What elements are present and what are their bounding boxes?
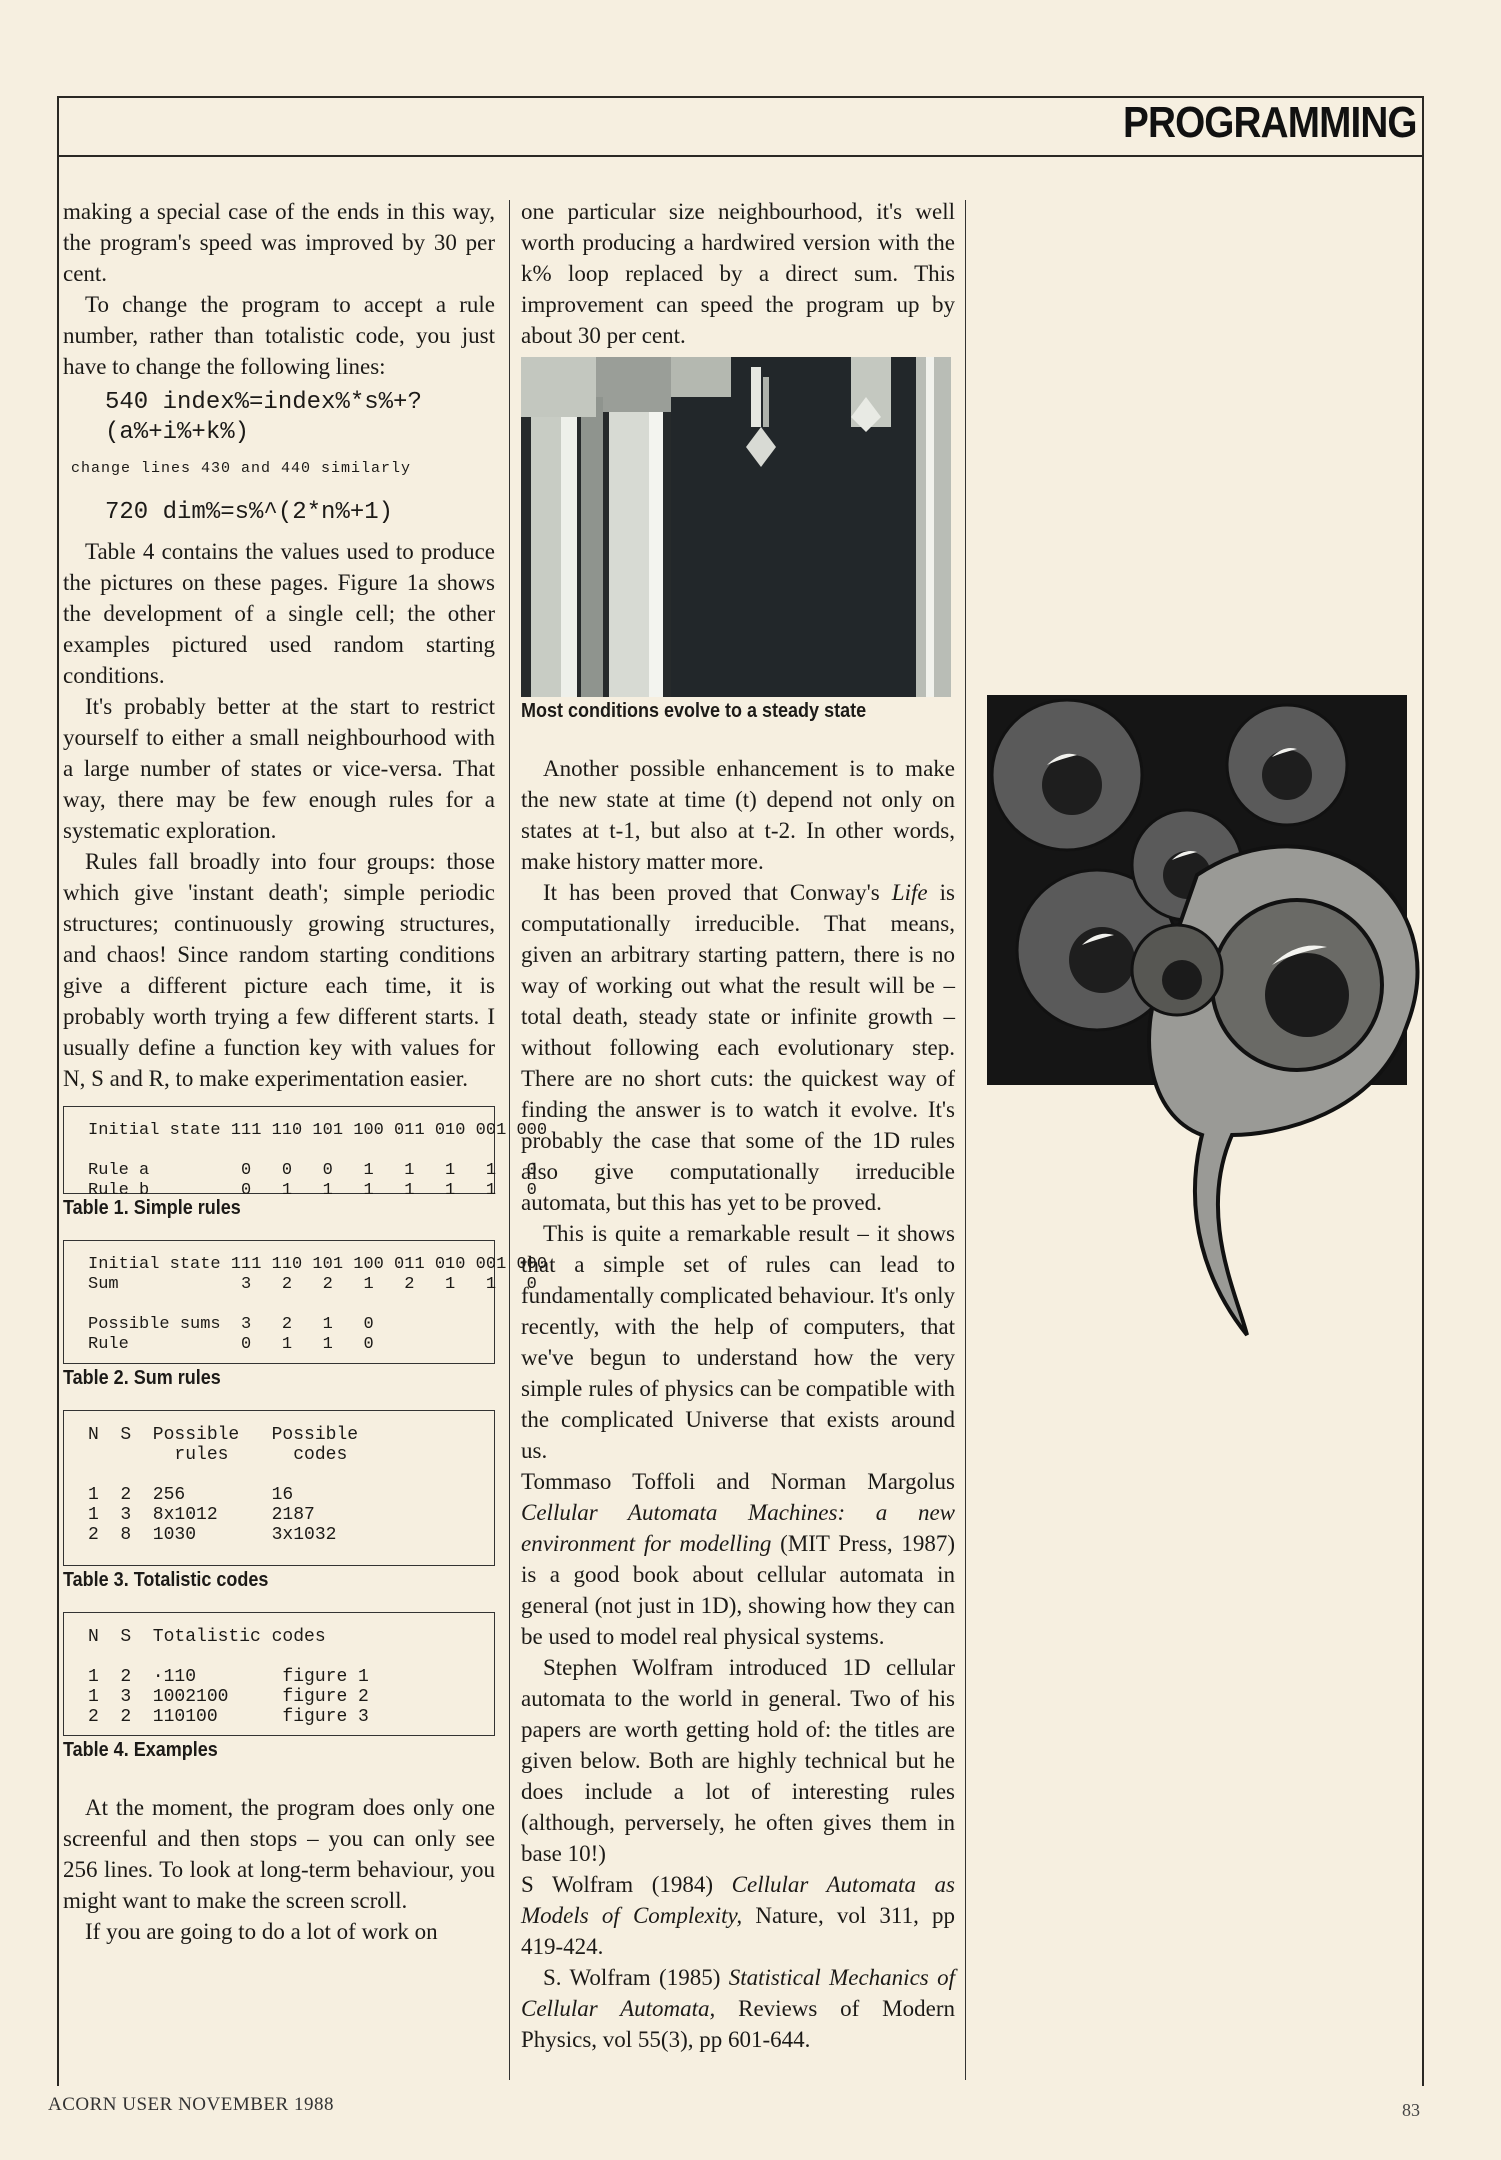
table-caption: Table 1. Simple rules xyxy=(63,1197,241,1219)
text-run: Nature, vol 311, pp 419-424. xyxy=(521,1903,955,1959)
italic-text: Cellular Automata as Models of Complexity, xyxy=(521,1872,955,1928)
text-run: Tommaso Toffoli and Norman Margolus xyxy=(521,1469,955,1494)
code-listing: 540 index%=index%*s%+? (a%+i%+k%) xyxy=(105,389,422,446)
paragraph: making a special case of the ends in this way, the program's speed was improved by 30 per cent. xyxy=(63,199,495,286)
table-caption: Table 3. Totalistic codes xyxy=(63,1569,269,1591)
column-2 xyxy=(521,196,955,2055)
table-totalistic-codes: N S Possible Possible rules codes 1 2 256 16 1 3 8x1012 2187 2 8 1030 3x1032 xyxy=(63,1410,495,1566)
header-rule xyxy=(57,155,1422,157)
text-run: It has been proved that Conway's xyxy=(543,880,892,905)
italic-text: Cellular Automata Machines: a new environment for modelling xyxy=(521,1500,955,1556)
paragraph: At the moment, the program does only one screenful and then stops – you can only see 256 lines. To look at long-term behaviour, you might want to make the screen scroll. xyxy=(63,1795,495,1913)
footer-page-number: 83 xyxy=(1402,2100,1420,2120)
reference xyxy=(521,1869,955,1962)
table-examples: N S Totalistic codes 1 2 ·110 figure 1 1 3 1002100 figure 2 2 2 110100 figure 3 xyxy=(63,1612,495,1736)
automaton-screenshot xyxy=(521,357,951,697)
text-run: S Wolfram (1984) xyxy=(521,1872,732,1897)
table-sum-rules: Initial state 111 110 101 100 011 010 001 000 Sum 3 2 2 1 2 1 1 0 Possible sums 3 2 1 0 Rule 0 1 1 0 xyxy=(63,1240,495,1364)
table-caption: Table 2. Sum rules xyxy=(63,1367,221,1389)
code-listing: 720 dim%=s%^(2*n%+1) xyxy=(105,499,394,526)
table-simple-rules: Initial state 111 110 101 100 011 010 001 000 Rule a 0 0 0 1 1 1 1 0 Rule b 0 1 1 1 1 1 1 0 xyxy=(63,1106,495,1194)
italic-text: Statistical Mechanics of Cellular Automata, xyxy=(521,1965,955,2021)
column-1 xyxy=(63,196,548,1947)
column-divider xyxy=(965,200,966,2080)
reference xyxy=(521,1466,955,1652)
paragraph: If you are going to do a lot of work on xyxy=(85,1919,438,1944)
code-note: change lines 430 and 440 similarly xyxy=(71,460,412,477)
paragraph: one particular size neighbourhood, it's well worth producing a hardwired version with the k% loop replaced by a direct sum. This improvement can speed the program up by about 30 per cent. xyxy=(521,199,955,348)
paragraph: To change the program to accept a rule number, rather than totalistic code, you just have to change the following lines: xyxy=(63,292,495,379)
italic-text: Life xyxy=(891,880,928,905)
photo-caption: Most conditions evolve to a steady state xyxy=(521,700,867,722)
paragraph xyxy=(521,877,955,1218)
paragraph: This is quite a remarkable result – it shows that a simple set of rules can lead to fundamentally complicated behaviour. It's only recently, with the help of computers, that we've begun to understand how the very simple rules of physics can be compatible with the complicated Universe that exists around us. xyxy=(521,1221,955,1463)
paragraph: It's probably better at the start to restrict yourself to either a small neighbourhood with a large number of states or vice-versa. That way, there may be few enough rules for a systematic exploration. xyxy=(63,694,495,843)
eyeball-illustration xyxy=(987,695,1439,1345)
paragraph: Stephen Wolfram introduced 1D cellular automata to the world in general. Two of his papers are worth getting hold of: the titles are given below. Both are highly technical but he does include a lot of interesting rules (although, perversely, he often gives them in base 10!) xyxy=(521,1655,955,1866)
text-run: S. Wolfram (1985) xyxy=(543,1965,729,1990)
text-run: (MIT Press, 1987) is a good book about cellular automata in general (not just in 1D), showing how they can be used to model real physical systems. xyxy=(521,1531,955,1649)
text-run: Reviews of Modern Physics, vol 55(3), pp 601-644. xyxy=(521,1996,956,2052)
paragraph: Rules fall broadly into four groups: those which give 'instant death'; simple periodic structures; continuously growing structures, and chaos! Since random starting conditions give a different picture each time, it is probably worth trying a few different starts. I usually define a function key with values for N, S and R, to make experimentation easier. xyxy=(63,849,495,1091)
section-title: PROGRAMMING xyxy=(1123,98,1417,147)
frame-left-rule xyxy=(57,96,59,2086)
paragraph: Table 4 contains the values used to produce the pictures on these pages. Figure 1a shows the development of a single cell; the other examples pictured used random starting conditions. xyxy=(63,539,495,688)
footer-magazine: ACORN USER NOVEMBER 1988 xyxy=(48,2094,334,2115)
table-caption: Table 4. Examples xyxy=(63,1739,218,1761)
reference xyxy=(521,1962,955,2055)
text-run: is computationally irreducible. That means, given an arbitrary starting pattern, there is no way of working out what the result will be – total death, steady state or infinite growth – without following each evolutionary step. There are no short cuts: the quickest way of finding the answer is to watch it evolve. It's probably the case that some of the 1D rules also give computationally irreducible automata, but this has yet to be proved. xyxy=(521,880,955,1215)
paragraph: Another possible enhancement is to make the new state at time (t) depend not only on states at t-1, but also at t-2. In other words, make history matter more. xyxy=(521,756,955,874)
